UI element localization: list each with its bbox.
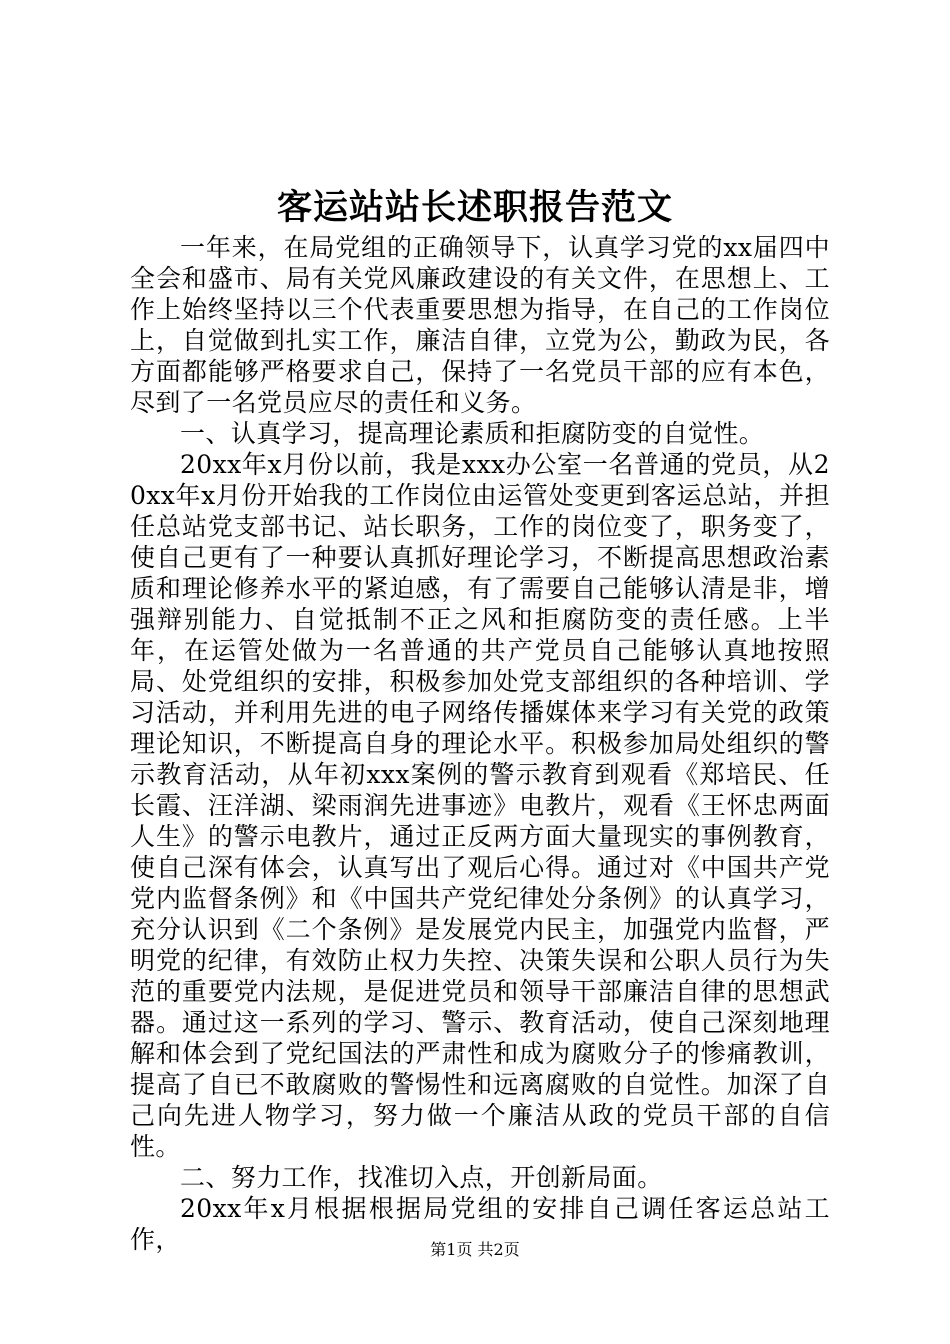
section-1-paragraph: 20xx年x月份以前，我是xxx办公室一名普通的党员，从20xx年x月份开始我的工作岗位由运管处变更到客运总站，并担任总站党支部书记、站长职务，工作的岗位变了，职务变了，使自己更有了一种要认真抓好理论学习，不断提高思想政治素质和理论修养水平的紧迫感，有了需要自己能够认清是非，增强辩别能力、自觉抵制不正之风和拒腐防变的责任感。上半年，在运管处做为一名普通的共产党员自己能够认真地按照局、处党组织的安排，积极参加处党支部组织的各种培训、学习活动，并利用先进的电子网络传播媒体来学习有关党的政策理论知识，不断提高自身的理论水平。积极参加局处组织的警示教育活动，从年初xxx案例的警示教育到观看《郑培民、任长霞、汪洋湖、梁雨润先进事迹》电教片，观看《王怀忠两面人生》的警示电教片，通过正反两方面大量现实的事例教育，使自己深有体会，认真写出了观后心得。通过对《中国共产党党内监督条例》和《中国共产党纪律处分条例》的认真学习，充分认识到《二个条例》是发展党内民主，加强党内监督，严明党的纪律，有效防止权力失控、决策失误和公职人员行为失范的重要党内法规，是促进党员和领导干部廉洁自律的思想武器。通过这一系列的学习、警示、教育活动，使自己深刻地理解和体会到了党纪国法的严肃性和成为腐败分子的惨痛教训，提高了自已不敢腐败的警惕性和远离腐败的自觉性。加深了自己向先进人物学习，努力做一个廉洁从政的党员干部的自信性。 xyxy=(130,450,830,1161)
page-footer: 第1页 共2页 xyxy=(430,1240,520,1259)
section-heading-2: 二、努力工作，找准切入点，开创新局面。 xyxy=(180,1163,663,1192)
section-heading-1: 一、认真学习，提高理论素质和拒腐防变的自觉性。 xyxy=(180,419,765,448)
document-body xyxy=(130,232,830,1255)
intro-paragraph: 一年来，在局党组的正确领导下，认真学习党的xx届四中全会和盛市、局有关党风廉政建设的有关文件，在思想上、工作上始终坚持以三个代表重要思想为指导，在自己的工作岗位上，自觉做到扎实工作，廉洁自律，立党为公，勤政为民，各方面都能够严格要求自己，保持了一名党员干部的应有本色，尽到了一名党员应尽的责任和义务。 xyxy=(130,233,830,417)
document-title: 客运站站长述职报告范文 xyxy=(276,187,673,228)
section-2-paragraph: 20xx年x月根据根据局党组的安排自己调任客运总站工作， xyxy=(130,1194,830,1254)
